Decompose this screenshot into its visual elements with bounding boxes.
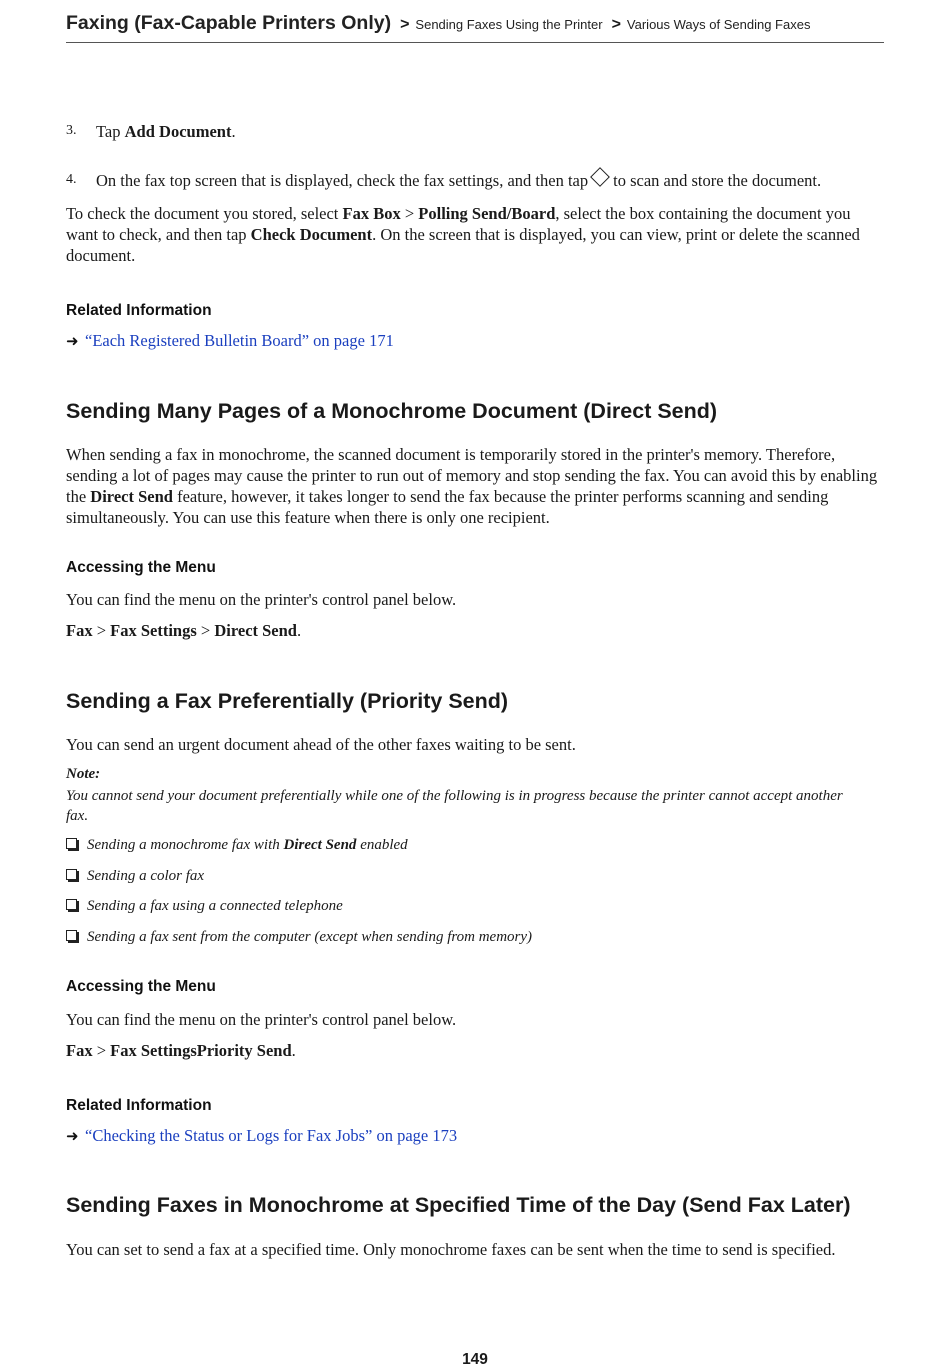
menu-path-item: Fax bbox=[66, 621, 93, 640]
subsection-heading: Accessing the Menu bbox=[66, 559, 216, 576]
breadcrumb-separator: > bbox=[611, 16, 621, 33]
text: feature, however, it takes longer to send the fax because the printer performs scanning and sending simultaneously. You can use this feature when there is only one recipient. bbox=[66, 487, 829, 527]
breadcrumb-item[interactable]: Sending Faxes Using the Printer bbox=[415, 17, 603, 32]
page-number: 149 bbox=[462, 1351, 488, 1368]
list-item bbox=[66, 929, 532, 946]
bold-term: Fax Box bbox=[342, 204, 401, 223]
section-title: Sending Many Pages of a Monochrome Document (Direct Send) bbox=[66, 399, 718, 423]
menu-path-separator: > bbox=[92, 1041, 111, 1060]
checkbox-bullet-icon bbox=[66, 869, 77, 880]
paragraph: You can set to send a fax at a specified time. Only monochrome faxes can be sent when the time to send is specified. bbox=[66, 1240, 836, 1259]
list-item bbox=[66, 868, 204, 885]
section-heading bbox=[66, 689, 508, 714]
related-link[interactable]: “Each Registered Bulletin Board” on page 171 bbox=[85, 331, 394, 350]
step-number: 4. bbox=[66, 172, 77, 187]
section-heading bbox=[66, 1193, 851, 1218]
menu-path-item: Direct Send bbox=[214, 621, 297, 640]
text: , select the box containing the document you want to check, and then tap bbox=[66, 204, 851, 244]
step-item bbox=[66, 121, 236, 144]
related-link[interactable]: “Checking the Status or Logs for Fax Jobs” on page 173 bbox=[85, 1126, 458, 1145]
step-number: 3. bbox=[66, 123, 77, 138]
menu-path-end: . bbox=[291, 1041, 296, 1060]
menu-path-item: Fax bbox=[66, 1041, 93, 1060]
text: To check the document you stored, select bbox=[66, 204, 343, 223]
list-item-text: Sending a monochrome fax with bbox=[87, 837, 284, 853]
bold-term: Direct Send bbox=[90, 487, 173, 506]
text: When sending a fax in monochrome, the scanned document is temporarily stored in the printer's memory. Therefore, sending a lot of pages may cause the printer to run out of memory and stop sending the fax. You can avoid this by enabling the bbox=[66, 445, 878, 506]
bold-term: Polling Send/Board bbox=[418, 204, 556, 223]
paragraph bbox=[66, 203, 884, 266]
note-text: You cannot send your document preferentially while one of the following is in progress because the printer cannot accept another fax. bbox=[66, 788, 843, 824]
step-text: Tap bbox=[96, 122, 125, 141]
related-info-heading: Related Information bbox=[66, 1097, 212, 1114]
list-item-text: Sending a fax using a connected telephone bbox=[87, 898, 343, 914]
text: . On the screen that is displayed, you can view, print or delete the scanned document. bbox=[66, 225, 860, 265]
menu-description: You can find the menu on the printer's control panel below. bbox=[66, 1010, 457, 1029]
header-title: Faxing (Fax-Capable Printers Only) bbox=[66, 12, 392, 34]
note-label: Note: bbox=[66, 766, 101, 782]
breadcrumb-item[interactable]: Various Ways of Sending Faxes bbox=[626, 17, 811, 32]
menu-path bbox=[66, 1040, 296, 1061]
menu-path-separator: > bbox=[92, 621, 111, 640]
step-text-end: . bbox=[231, 122, 236, 141]
bold-term: Check Document bbox=[250, 225, 373, 244]
breadcrumb-separator: > bbox=[400, 16, 410, 33]
section-title: Sending a Fax Preferentially (Priority Send) bbox=[66, 689, 509, 713]
menu-path-item: Fax Settings bbox=[110, 621, 197, 640]
list-item-text: Sending a fax sent from the computer (except when sending from memory) bbox=[87, 929, 533, 945]
start-icon bbox=[590, 167, 610, 187]
related-link-row bbox=[66, 331, 394, 351]
step-bold-term: Add Document bbox=[124, 122, 232, 141]
menu-description: You can find the menu on the printer's control panel below. bbox=[66, 590, 457, 609]
document-page bbox=[66, 0, 884, 1370]
list-item-text: Sending a color fax bbox=[87, 868, 205, 884]
list-item bbox=[66, 898, 343, 915]
menu-path-item: Fax SettingsPriority Send bbox=[110, 1041, 292, 1060]
checkbox-bullet-icon bbox=[66, 930, 77, 941]
arrow-icon: ➜ bbox=[66, 334, 79, 350]
menu-path-end: . bbox=[297, 621, 302, 640]
page-header bbox=[66, 12, 884, 43]
list-item-text: enabled bbox=[356, 837, 408, 853]
text: > bbox=[400, 204, 419, 223]
list-item bbox=[66, 837, 408, 854]
step-text-end: to scan and store the document. bbox=[613, 171, 822, 190]
arrow-icon: ➜ bbox=[66, 1129, 79, 1145]
section-heading bbox=[66, 399, 717, 424]
paragraph bbox=[66, 444, 884, 528]
step-text: On the fax top screen that is displayed, check the fax settings, and then tap bbox=[96, 171, 589, 190]
step-item bbox=[66, 170, 822, 193]
section-title: Sending Faxes in Monochrome at Specified Time of the Day (Send Fax Later) bbox=[66, 1193, 851, 1217]
list-item-bold: Direct Send bbox=[283, 837, 357, 853]
menu-path bbox=[66, 620, 301, 641]
menu-path-separator: > bbox=[196, 621, 215, 640]
paragraph: You can send an urgent document ahead of the other faxes waiting to be sent. bbox=[66, 735, 576, 754]
checkbox-bullet-icon bbox=[66, 838, 77, 849]
subsection-heading: Accessing the Menu bbox=[66, 978, 216, 995]
related-info-heading: Related Information bbox=[66, 302, 212, 319]
checkbox-bullet-icon bbox=[66, 899, 77, 910]
related-link-row bbox=[66, 1126, 457, 1146]
